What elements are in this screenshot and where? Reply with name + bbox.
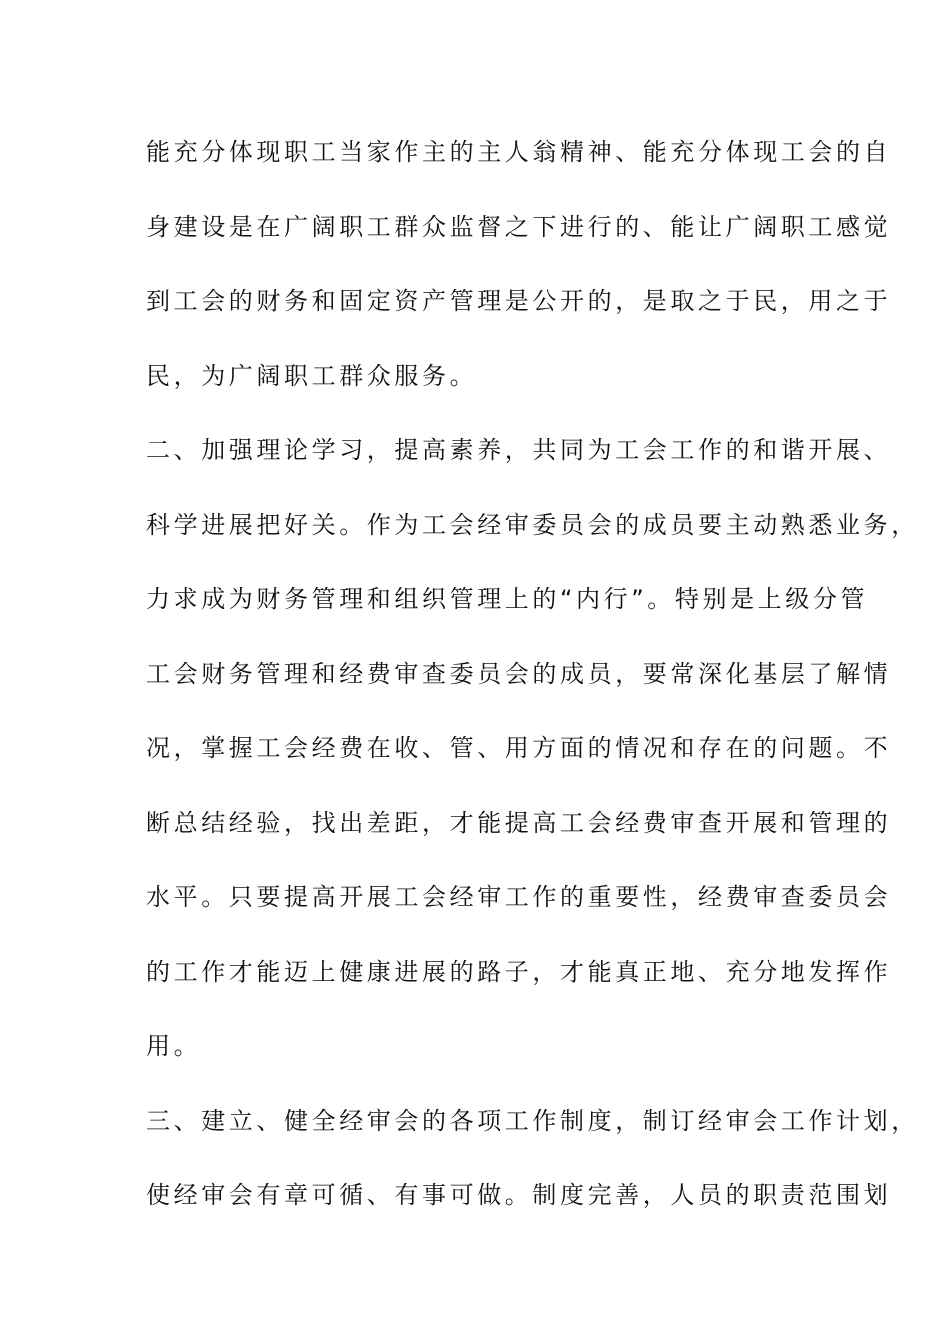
text-line: 工会财务管理和经费审查委员会的成员，要常深化基层了解情 bbox=[146, 659, 892, 688]
text-line: 能充分体现职工当家作主的主人翁精神、能充分体现工会的自 bbox=[146, 138, 892, 166]
text-line: 况，掌握工会经费在收、管、用方面的情况和存在的问题。不 bbox=[146, 734, 892, 762]
text-line: 科学进展把好关。作为工会经审委员会的成员要主动熟悉业务， bbox=[146, 510, 919, 539]
section-two-heading-line: 二、加强理论学习，提高素养，共同为工会工作的和谐开展、 bbox=[146, 436, 892, 464]
section-three-heading-line: 三、建立、健全经审会的各项工作制度，制订经审会工作计划， bbox=[146, 1106, 919, 1135]
text-line: 用。 bbox=[146, 1032, 202, 1060]
text-line: 力求成为财务管理和组织管理上的“内行”。特别是上级分管 bbox=[146, 585, 869, 613]
text-line: 使经审会有章可循、有事可做。制度完善，人员的职责范围划 bbox=[146, 1181, 892, 1209]
text-line: 断总结经验，找出差距，才能提高工会经费审查开展和管理的 bbox=[146, 808, 892, 837]
text-line: 水平。只要提高开展工会经审工作的重要性，经费审查委员会 bbox=[146, 883, 892, 911]
document-body bbox=[146, 130, 919, 1248]
text-line: 民，为广阔职工群众服务。 bbox=[146, 361, 478, 390]
text-line: 身建设是在广阔职工群众监督之下进行的、能让广阔职工感觉 bbox=[146, 212, 892, 241]
text-line: 到工会的财务和固定资产管理是公开的，是取之于民，用之于 bbox=[146, 287, 892, 315]
text-line: 的工作才能迈上健康进展的路子，才能真正地、充分地发挥作 bbox=[146, 957, 892, 986]
